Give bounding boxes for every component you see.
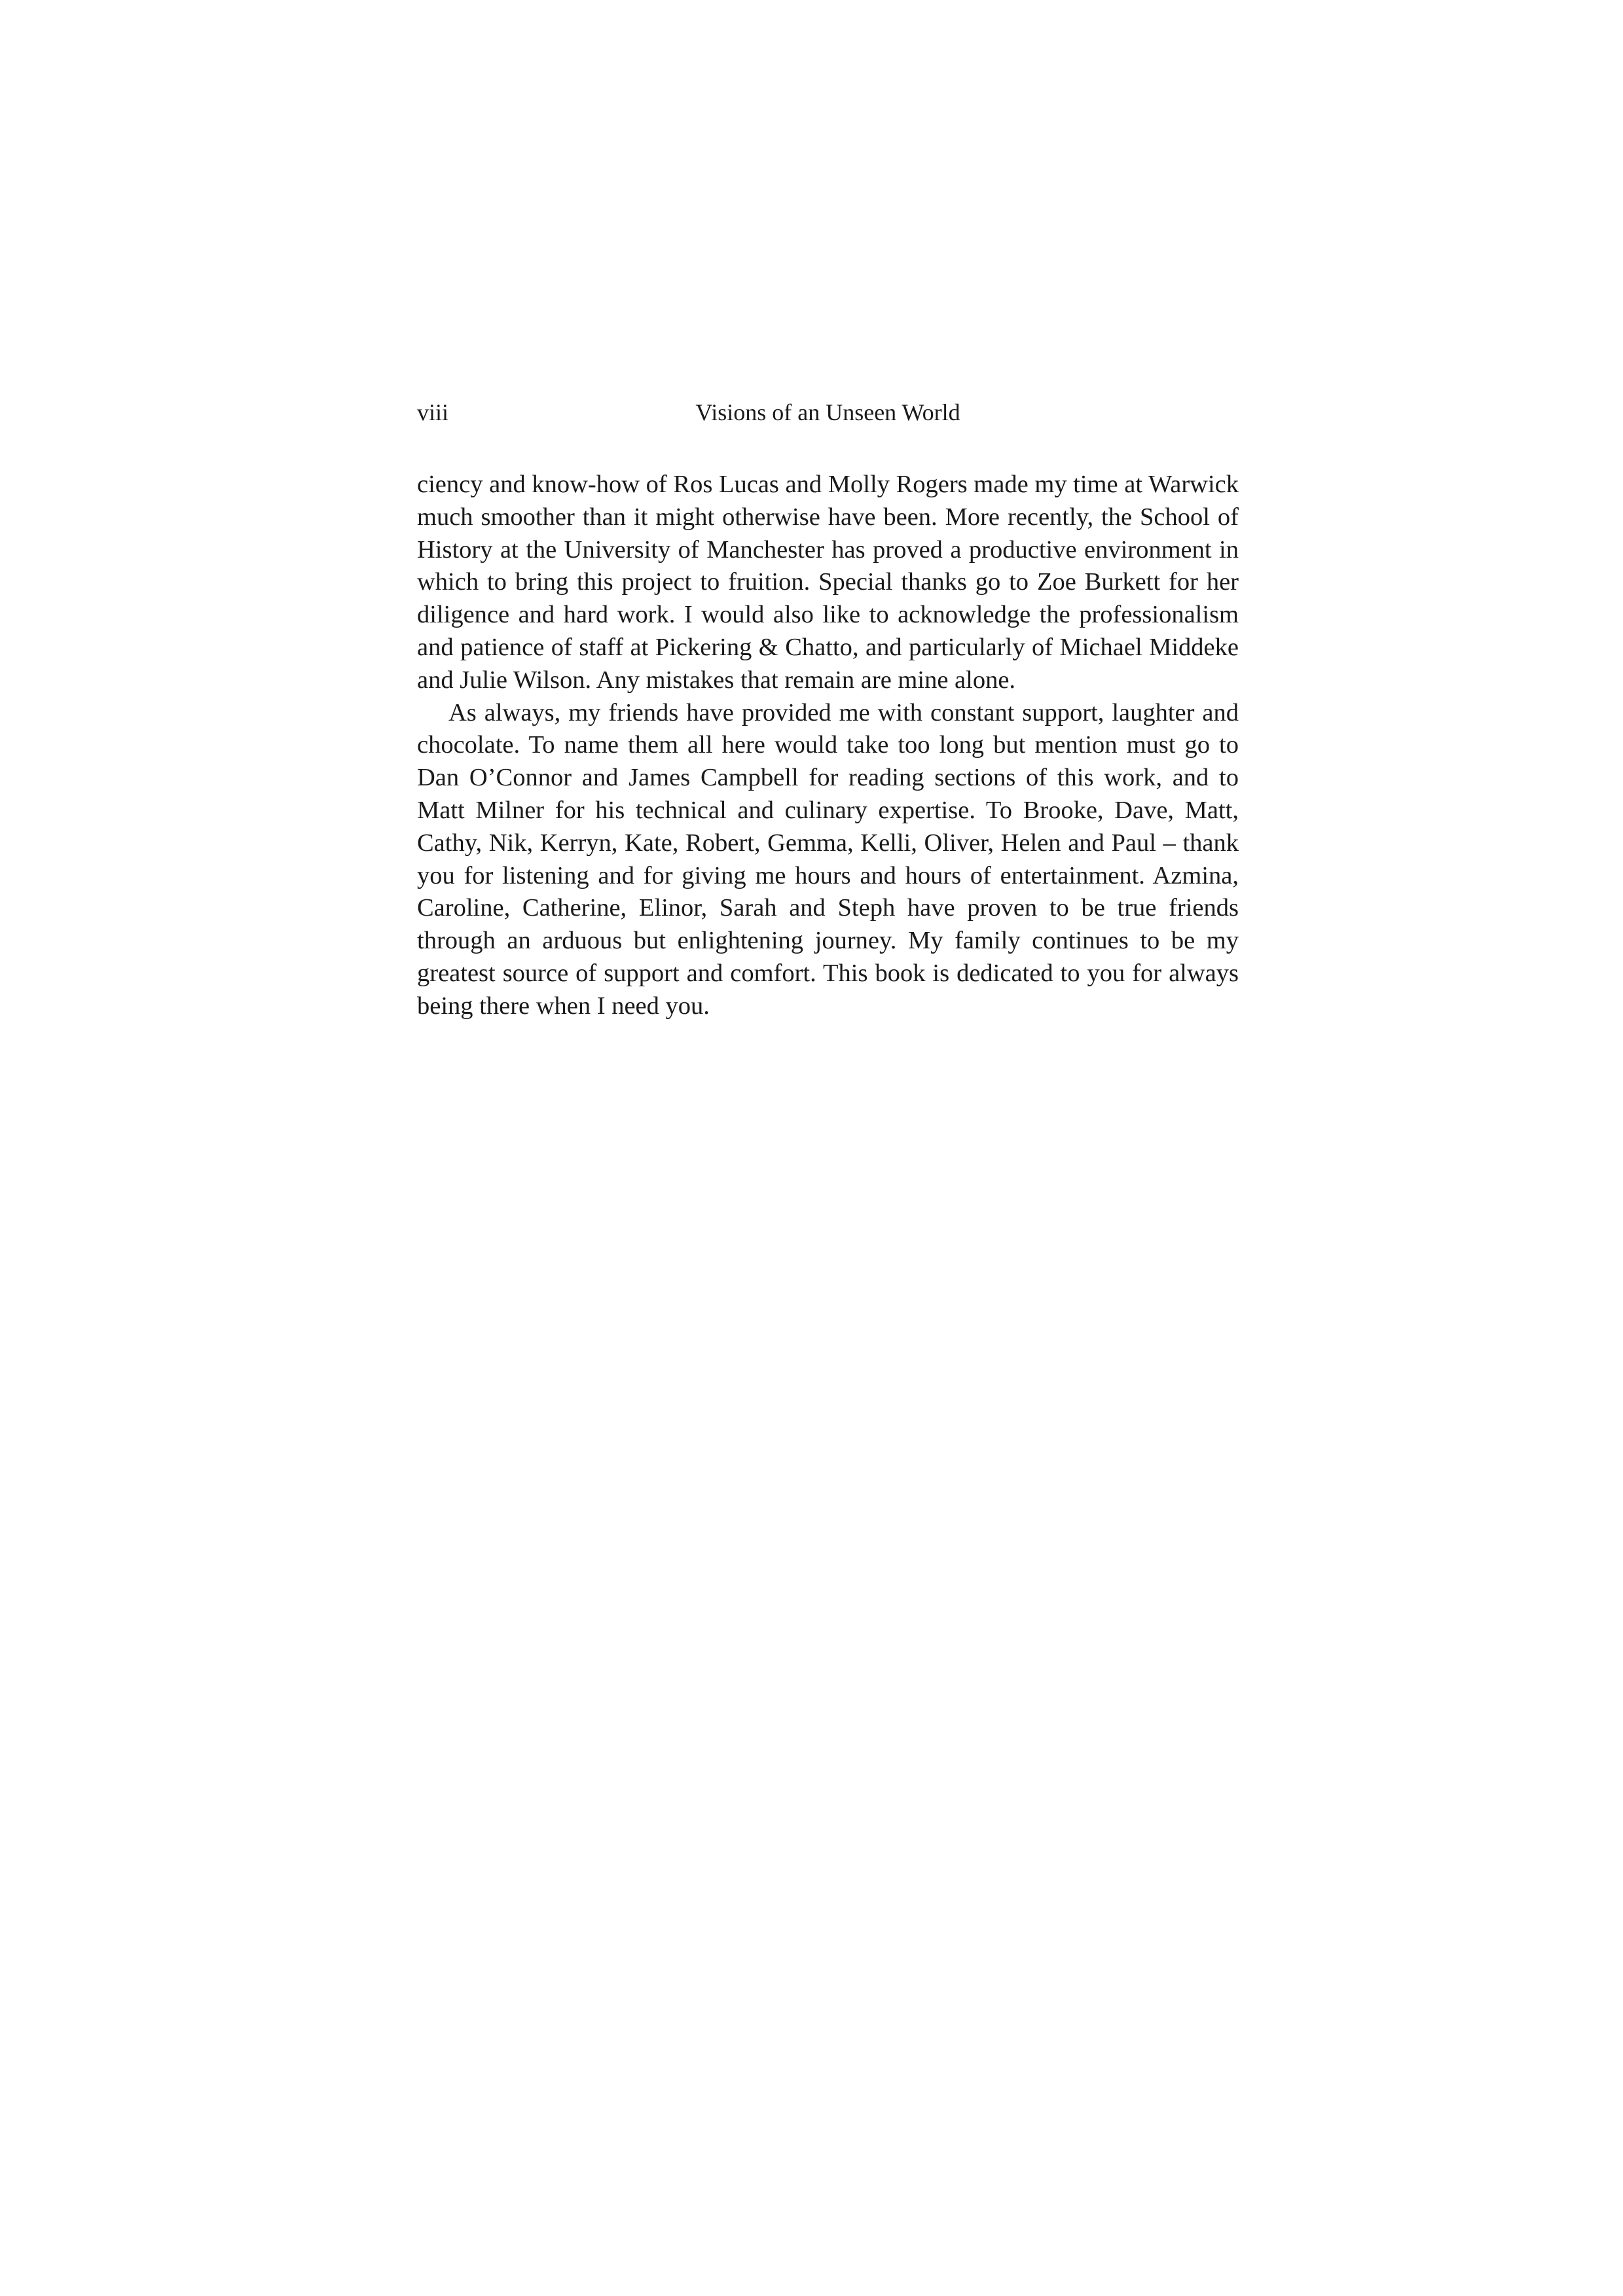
paragraph-acknowledgements: As always, my friends have provided me with constant support, laughter and chocolate. To name them all here would take too long but mention must go to Dan O’Connor and James Campbell for reading sections of this work, and to Matt Milner for his technical and culinary expertise. To Brooke, Dave, Matt, Cathy, Nik, Kerryn, Kate, Robert, Gemma, Kelli, Oliver, Helen and Paul – thank you for listening and for giving me hours and hours of entertainment. Azmina, Caroline, Catherine, Elinor, Sarah and Steph have proven to be true friends through an arduous but enlightening journey. My family continues to be my greatest source of support and comfort. This book is dedicated to you for always being there when I need you.	[417, 698, 1239, 1020]
page-number: viii	[417, 399, 449, 425]
running-title: Visions of an Unseen World	[695, 399, 960, 425]
paragraph-continued: ciency and know-how of Ros Lucas and Molly Rogers made my time at Warwick much smoother than it might otherwise have been. More recently, the School of History at the University of Manchester has proved a productive environment in which to bring this project to fruition. Special thanks go to Zoe Burkett for her diligence and hard work. I would also like to acknowledge the professionalism and patience of staff at Pickering & Chatto, and particularly of Michael Middeke and Julie Wilson. Any mistakes that remain are mine alone.	[417, 471, 1239, 694]
body-text	[417, 469, 1239, 1023]
page-header	[417, 393, 1239, 432]
